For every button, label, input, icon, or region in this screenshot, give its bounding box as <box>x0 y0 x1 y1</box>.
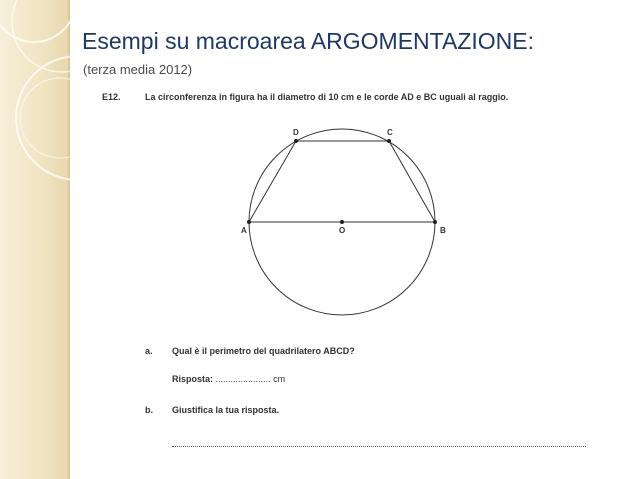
justification-dotted-line <box>172 446 586 447</box>
slide-title: Esempi su macroarea ARGOMENTAZIONE: <box>82 28 535 54</box>
point-o-dot <box>340 220 344 224</box>
problem-statement: La circonferenza in figura ha il diametro di 10 cm e le corde AD e BC uguali al raggio. <box>145 92 509 102</box>
answer-blank: ...................... <box>215 374 271 384</box>
point-c-dot <box>387 139 391 143</box>
answer-label: Risposta: <box>172 374 214 384</box>
label-a: A <box>241 226 247 235</box>
chord-cb <box>389 141 435 222</box>
point-b-dot <box>433 220 437 224</box>
question-b-text: Giustifica la tua risposta. <box>172 405 280 415</box>
point-a-dot <box>247 220 251 224</box>
answer-line <box>172 374 285 384</box>
question-b-letter: b. <box>145 405 153 415</box>
label-d: D <box>293 128 299 137</box>
label-b: B <box>440 226 446 235</box>
problem-number: E12. <box>102 92 121 102</box>
question-a-text: Qual è il perimetro del quadrilatero ABCD? <box>172 346 355 356</box>
slide-subtitle: (terza media 2012) <box>83 62 193 77</box>
question-a-letter: a. <box>145 346 153 356</box>
point-d-dot <box>294 139 298 143</box>
label-o: O <box>339 226 346 235</box>
answer-unit: cm <box>273 374 286 384</box>
chord-ad <box>249 141 296 222</box>
label-c: C <box>387 128 393 137</box>
